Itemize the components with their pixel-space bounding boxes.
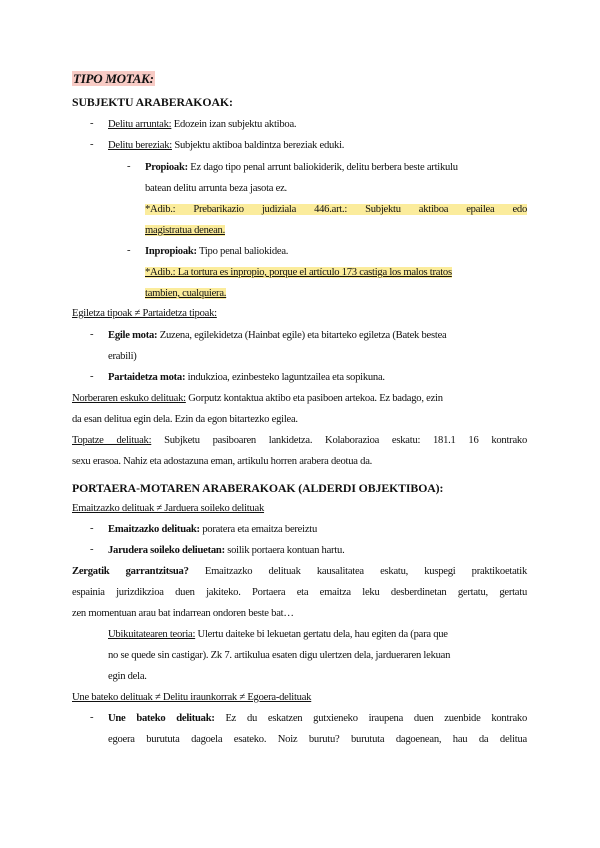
bullet-text: Subjektu aktiboa baldintza bereziak eduki. — [171, 140, 345, 151]
bullet-delitu-bereziak — [108, 139, 600, 153]
zergatik-line-2: espainia jurizdikzioa duen jakiteko. Portaera eta emaitza leku desberdinetan gertatu, gertatu — [72, 587, 527, 598]
egiletza-heading: Egiletza tipoak ≠ Partaidetza tipoak: — [72, 308, 217, 319]
bullet-une-bateko — [108, 712, 527, 726]
bullet-delitu-arruntak — [108, 118, 600, 132]
bullet-label: Delitu arruntak: — [108, 119, 172, 130]
bullet-text: Edozein izan subjektu aktiboa. — [171, 119, 297, 130]
doc-title-line — [72, 72, 600, 88]
bullet-egile-mota — [108, 329, 600, 343]
propioak-line-2: batean delitu arrunta beza jasota ez. — [145, 183, 287, 194]
bullet-label: Egile mota: — [108, 330, 158, 341]
bullet-dash: - — [127, 245, 131, 256]
sub-bullet-inpropioak — [145, 245, 600, 259]
bullet-text: Zuzena, egilekidetza (Hainbat egile) eta bitarteko egiletza (Batek bestea — [157, 330, 447, 341]
bullet-emaitzazko — [108, 523, 600, 537]
bullet-partaidetza-mota — [108, 371, 600, 385]
propioak-example-2: magistratua denean. — [145, 225, 225, 236]
bullet-text: Ez dago tipo penal arrunt baliokiderik, delitu berbera beste artikulu — [187, 162, 458, 173]
emaitzazko-heading: Emaitzazko delituak ≠ Jarduera soileko delituak — [72, 503, 265, 514]
bullet-dash: - — [90, 139, 94, 150]
bullet-dash: - — [90, 544, 94, 555]
bullet-text: Tipo penal baliokidea. — [196, 246, 289, 257]
bullet-label: Propioak: — [145, 162, 188, 173]
inpropioak-example-2: tambien, cualquiera. — [145, 288, 227, 299]
zergatik-line-3: zen momentuan arau bat indarrean ondoren beste bat… — [72, 608, 294, 619]
zergatik-paragraph: Zergatik garrantzitsua? Emaitzazko delituak kausalitatea eskatu, kuspegi praktikoetatik — [72, 566, 527, 577]
bullet-text: indukzioa, ezinbesteko laguntzailea eta sopikuna. — [185, 372, 385, 383]
une-bateko-heading: Une bateko delituak ≠ Delitu iraunkorrak ≠ Egoera-delituak — [72, 692, 312, 703]
bullet-dash: - — [90, 371, 94, 382]
bullet-label: Une bateko delituak: — [108, 713, 215, 724]
une-bateko-line-2: egoera burututa dagoela esateko. Noiz burutu? burututa dagoenean, hau da delitua — [108, 734, 527, 745]
bullet-text: soilik portaera kontuan hartu. — [224, 545, 345, 556]
egile-mota-line-2: erabili) — [108, 351, 137, 362]
bullet-dash: - — [90, 523, 94, 534]
bullet-dash: - — [90, 118, 94, 129]
inpropioak-example-1: *Adib.: La tortura es inpropio, porque el artículo 173 castiga los malos tratos — [145, 267, 452, 278]
bullet-dash: - — [90, 712, 94, 723]
ubikuitate-paragraph: Ubikuitatearen teoria: Ulertu daiteke bi lekuetan gertatu dela, hau egiten da (para que — [108, 629, 448, 640]
propioak-example-1: *Adib.: Prebarikazio judiziala 446.art.: Subjektu aktiboa epailea edo — [145, 204, 527, 215]
bullet-label: Jarudera soileko deliuetan: — [108, 545, 225, 556]
norberaren-line-2: da esan delitua egin dela. Ezin da egon bitartezko egilea. — [72, 414, 298, 425]
topatze-line-2: sexu erasoa. Nahiz eta adostazuna eman, artikulu horren arabera deotua da. — [72, 456, 373, 467]
ubikuitate-line-3: egin dela. — [108, 671, 147, 682]
sub-bullet-propioak — [145, 161, 600, 175]
bullet-dash: - — [90, 329, 94, 340]
bullet-jarudera — [108, 544, 600, 558]
topatze-paragraph: Topatze delituak: Subjketu pasiboaren lankidetza. Kolaborazioa eskatu: 181.1 16 kontrako — [72, 435, 527, 446]
ubikuitate-line-2: no se quede sin castigar). Zk 7. artikulua esaten digu ulertzen dela, jardueraren lekuan — [108, 650, 451, 661]
bullet-label: Partaidetza mota: — [108, 372, 186, 383]
section-heading-subjektu: SUBJEKTU ARABERAKOAK: — [72, 95, 233, 109]
bullet-text: poratera eta emaitza bereiztu — [199, 524, 318, 535]
bullet-dash: - — [127, 161, 131, 172]
section-heading-portaera: PORTAERA-MOTAREN ARABERAKOAK (ALDERDI OBJEKTIBOA): — [72, 481, 444, 495]
bullet-label: Emaitzazko delituak: — [108, 524, 200, 535]
bullet-text: Ez du eskatzen gutxieneko iraupena duen zuenbide kontrako — [214, 713, 527, 724]
doc-title: TIPO MOTAK: — [73, 71, 154, 86]
norberaren-paragraph: Norberaren eskuko delituak: Gorputz kontaktua aktibo eta pasiboen artekoa. Ez badago, ezin — [72, 393, 443, 404]
bullet-label: Delitu bereziak: — [108, 140, 172, 151]
bullet-label: Inpropioak: — [145, 246, 197, 257]
